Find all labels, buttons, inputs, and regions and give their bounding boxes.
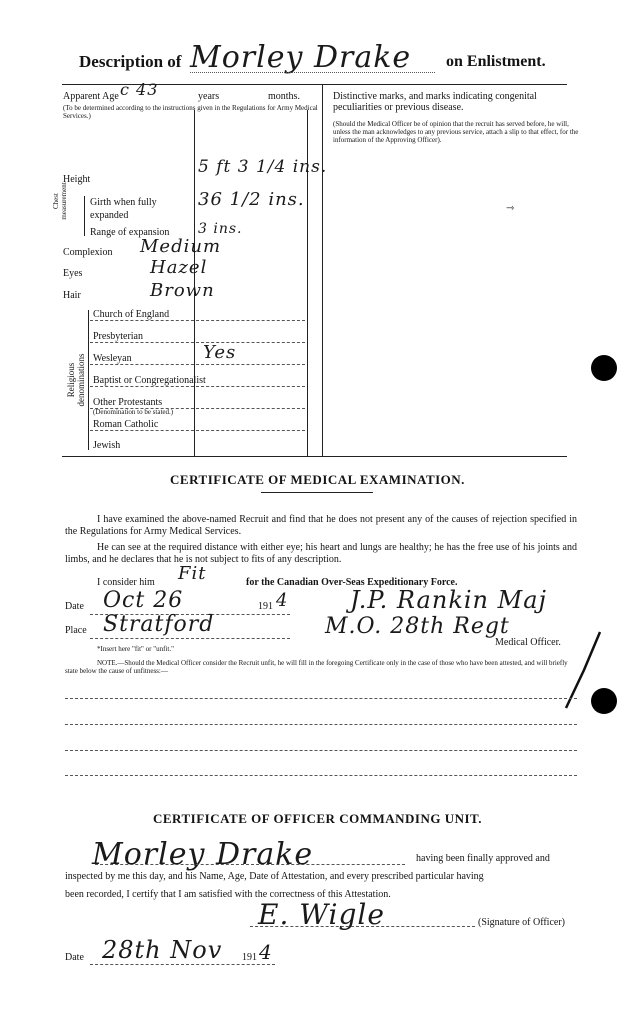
age-note: (To be determined according to the instructions given in the Regulations for Army Medical Services.) [63,104,318,120]
medical-place-label: Place [65,625,87,636]
medical-officer-label: Medical Officer. [495,637,561,648]
months-label: months. [268,91,300,102]
medical-officer-unit: M.O. 28th Regt [325,614,510,639]
height-value: 5 ft 3 1/4 ins. [198,157,328,177]
religion-jewish: Jewish [93,440,121,451]
unfit-line-3 [65,750,577,751]
hair-value: Brown [150,280,215,301]
height-label: Height [63,174,91,185]
medical-title-underline [261,492,373,493]
unfit-line-2 [65,724,577,725]
range-value: 3 ins. [198,221,243,237]
commanding-officer-signature: E. Wigle [258,898,385,931]
complexion-value: Medium [140,236,222,257]
religion-wesleyan: Wesleyan [93,353,132,364]
medical-unfit-note: NOTE.—Should the Medical Officer consider the Recruit unfit, he will fill in the foregoing Certificate only in the case of those who have been attested, and will briefly state below the cause of unfitness:— [65,659,568,675]
medical-year-prefix: 191 [258,601,273,612]
commanding-text-2: inspected by me this day, and his Name, Age, Date of Attestation, and every prescribed particular having [65,871,484,882]
commanding-date-label: Date [65,952,84,963]
girth-label: Girth when fully expanded [90,197,157,221]
eyes-value: Hazel [150,257,208,278]
medical-officer-signature: J.P. Rankin Maj [350,586,547,614]
punch-hole-upper [591,355,617,381]
commanding-year-value: 4 [259,940,273,964]
medical-certificate-title: CERTIFICATE OF MEDICAL EXAMINATION. [170,472,465,487]
recruit-name-handwritten: Morley Drake [190,40,412,75]
commanding-recruit-name: Morley Drake [92,837,314,872]
religious-denominations-label: Religious denominations [66,353,86,407]
chest-bracket [84,196,85,236]
consider-prefix: I consider him [97,577,155,588]
medical-paragraph-1: I have examined the above-named Recruit and find that he does not present any of the causes of rejection specified in the Regulations for Army Medical Services. [65,514,577,537]
religion-church-of-england: Church of England [93,309,170,320]
commanding-year-prefix: 191 [242,952,257,963]
apparent-age-label: Apparent Age [63,91,119,102]
eyes-label: Eyes [63,268,83,279]
apparent-age-value: c 43 [120,80,159,99]
complexion-label: Complexion [63,247,113,258]
unfit-line-1 [65,698,577,699]
distinctive-marks-heading: Distinctive marks, and marks indicating congenital peculiarities or previous disease. [333,91,537,113]
religion-wesleyan-mark: Yes [203,342,237,363]
girth-value: 36 1/2 ins. [198,189,305,210]
form-title-suffix: on Enlistment. [446,53,546,70]
insert-note: *Insert here "fit" or "unfit." [97,645,174,653]
medical-date-value: Oct 26 [103,588,184,613]
religion-other-protestants: Other Protestants [93,397,163,408]
fitness-value: Fit [178,563,207,584]
hair-label: Hair [63,290,81,301]
arrow-mark: ⇾ [506,203,515,214]
consider-suffix: for the Canadian Over-Seas Expeditionary Force. [246,577,458,588]
years-label: years [198,91,220,102]
commanding-date-value: 28th Nov [102,936,223,964]
religion-roman-catholic: Roman Catholic [93,419,159,430]
distinctive-marks-note: (Should the Medical Officer be of opinion that the recruit has served before, he will, unless the man acknowledges to any previous service, attach a slip to that effect, for the information of the Approving Officer). [333,120,579,144]
commanding-signature-label: (Signature of Officer) [478,917,566,928]
commanding-certificate-title: CERTIFICATE OF OFFICER COMMANDING UNIT. [153,811,482,826]
religion-denomination-note: (Denomination to be stated.) [93,408,174,416]
commanding-text-1: having been finally approved and [416,853,550,864]
chest-measurement-label: Chest measurement [52,182,68,220]
center-divider [322,84,323,456]
commanding-text-3: been recorded, I certify that I am satisfied with the correctness of this Attestation. [65,889,391,900]
religion-baptist: Baptist or Congregationalist [93,375,206,386]
range-label: Range of expansion [90,227,170,238]
medical-paragraph-2: He can see at the required distance with either eye; his heart and lungs are healthy; he has the free use of his joints and limbs, and he declares that he is not subject to fits of any description. [65,542,577,565]
medical-place-value: Stratford [103,612,215,637]
form-title-prefix: Description of [79,52,182,71]
unfit-line-4 [65,775,577,776]
religion-presbyterian: Presbyterian [93,331,143,342]
medical-date-label: Date [65,601,84,612]
medical-year-value: 4 [276,590,289,611]
religion-bracket [88,310,89,450]
section-bottom-border [62,456,567,457]
